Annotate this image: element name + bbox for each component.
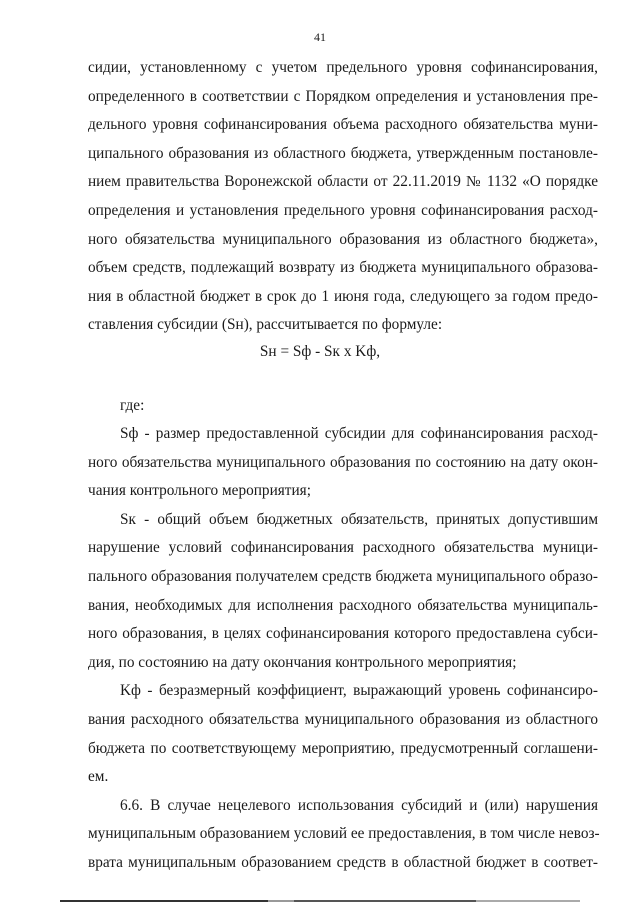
text-line: ного обязательства муниципального образования по состоянию на дату окон- <box>88 453 598 471</box>
where-label: где: <box>120 397 145 414</box>
text-line: Kф - безразмерный коэффициент, выражающий уровень софинансиро- <box>120 682 598 700</box>
page-number: 41 <box>314 30 326 44</box>
text-line: пального образования получателем средств бюджета муниципального образо- <box>88 568 598 585</box>
text-line: 6.6. В случае нецелевого использования субсидий и (или) нарушения <box>120 796 598 814</box>
text-line: сидии, установленному с учетом предельного уровня софинансирования, <box>88 59 598 76</box>
text-line: вания, необходимых для исполнения расходного обязательства муниципаль- <box>88 596 598 614</box>
text-line: Sк - общий объем бюджетных обязательств, принятых допустившим <box>120 510 598 528</box>
text-line: ния в областной бюджет в срок до 1 июня года, следующего за годом предо- <box>88 287 598 305</box>
text-line: нием правительства Воронежской области от 22.11.2019 № 1132 «О порядке <box>88 173 598 191</box>
text-line: определенного в соответствии с Порядком определения и установления пре- <box>88 87 598 105</box>
text-line: дельного уровня софинансирования объема расходного обязательства муни- <box>88 116 598 134</box>
text-line: определения и установления предельного уровня софинансирования расход- <box>88 202 598 219</box>
text-line: ного образования, в целях софинансирования которого предоставлена субси- <box>88 625 598 643</box>
page-bottom-edge <box>60 900 580 902</box>
text-line: ципального образования из областного бюджета, утвержденным постановле- <box>88 144 598 162</box>
text-line: вания расходного обязательства муниципального образования из областного <box>88 711 598 728</box>
text-line: чания контрольного мероприятия; <box>88 482 311 500</box>
text-line: врата муниципальным образованием средств в областной бюджет в соответ- <box>88 854 598 871</box>
text-line: дия, по состоянию на дату окончания контрольного мероприятия; <box>88 653 517 671</box>
text-line: муниципальным образованием условий ее предоставления, в том числе невоз- <box>88 825 600 843</box>
text-line: ем. <box>88 768 109 786</box>
text-line: объем средств, подлежащий возврату из бюджета муниципального образова- <box>88 259 598 277</box>
text-line: ного обязательства муниципального образования из областного бюджета», <box>88 230 598 248</box>
text-line: нарушение условий софинансирования расходного обязательства муници- <box>88 539 598 557</box>
text-line: Sф - размер предоставленной субсидии для софинансирования расход- <box>120 425 598 442</box>
formula: Sн = Sф - Sк х Kф, <box>259 343 381 360</box>
text-line: бюджета по соответствующему мероприятию, предусмотренный соглашени- <box>88 739 598 757</box>
text-line: ставления субсидии (Sн), рассчитывается по формуле: <box>88 316 443 334</box>
